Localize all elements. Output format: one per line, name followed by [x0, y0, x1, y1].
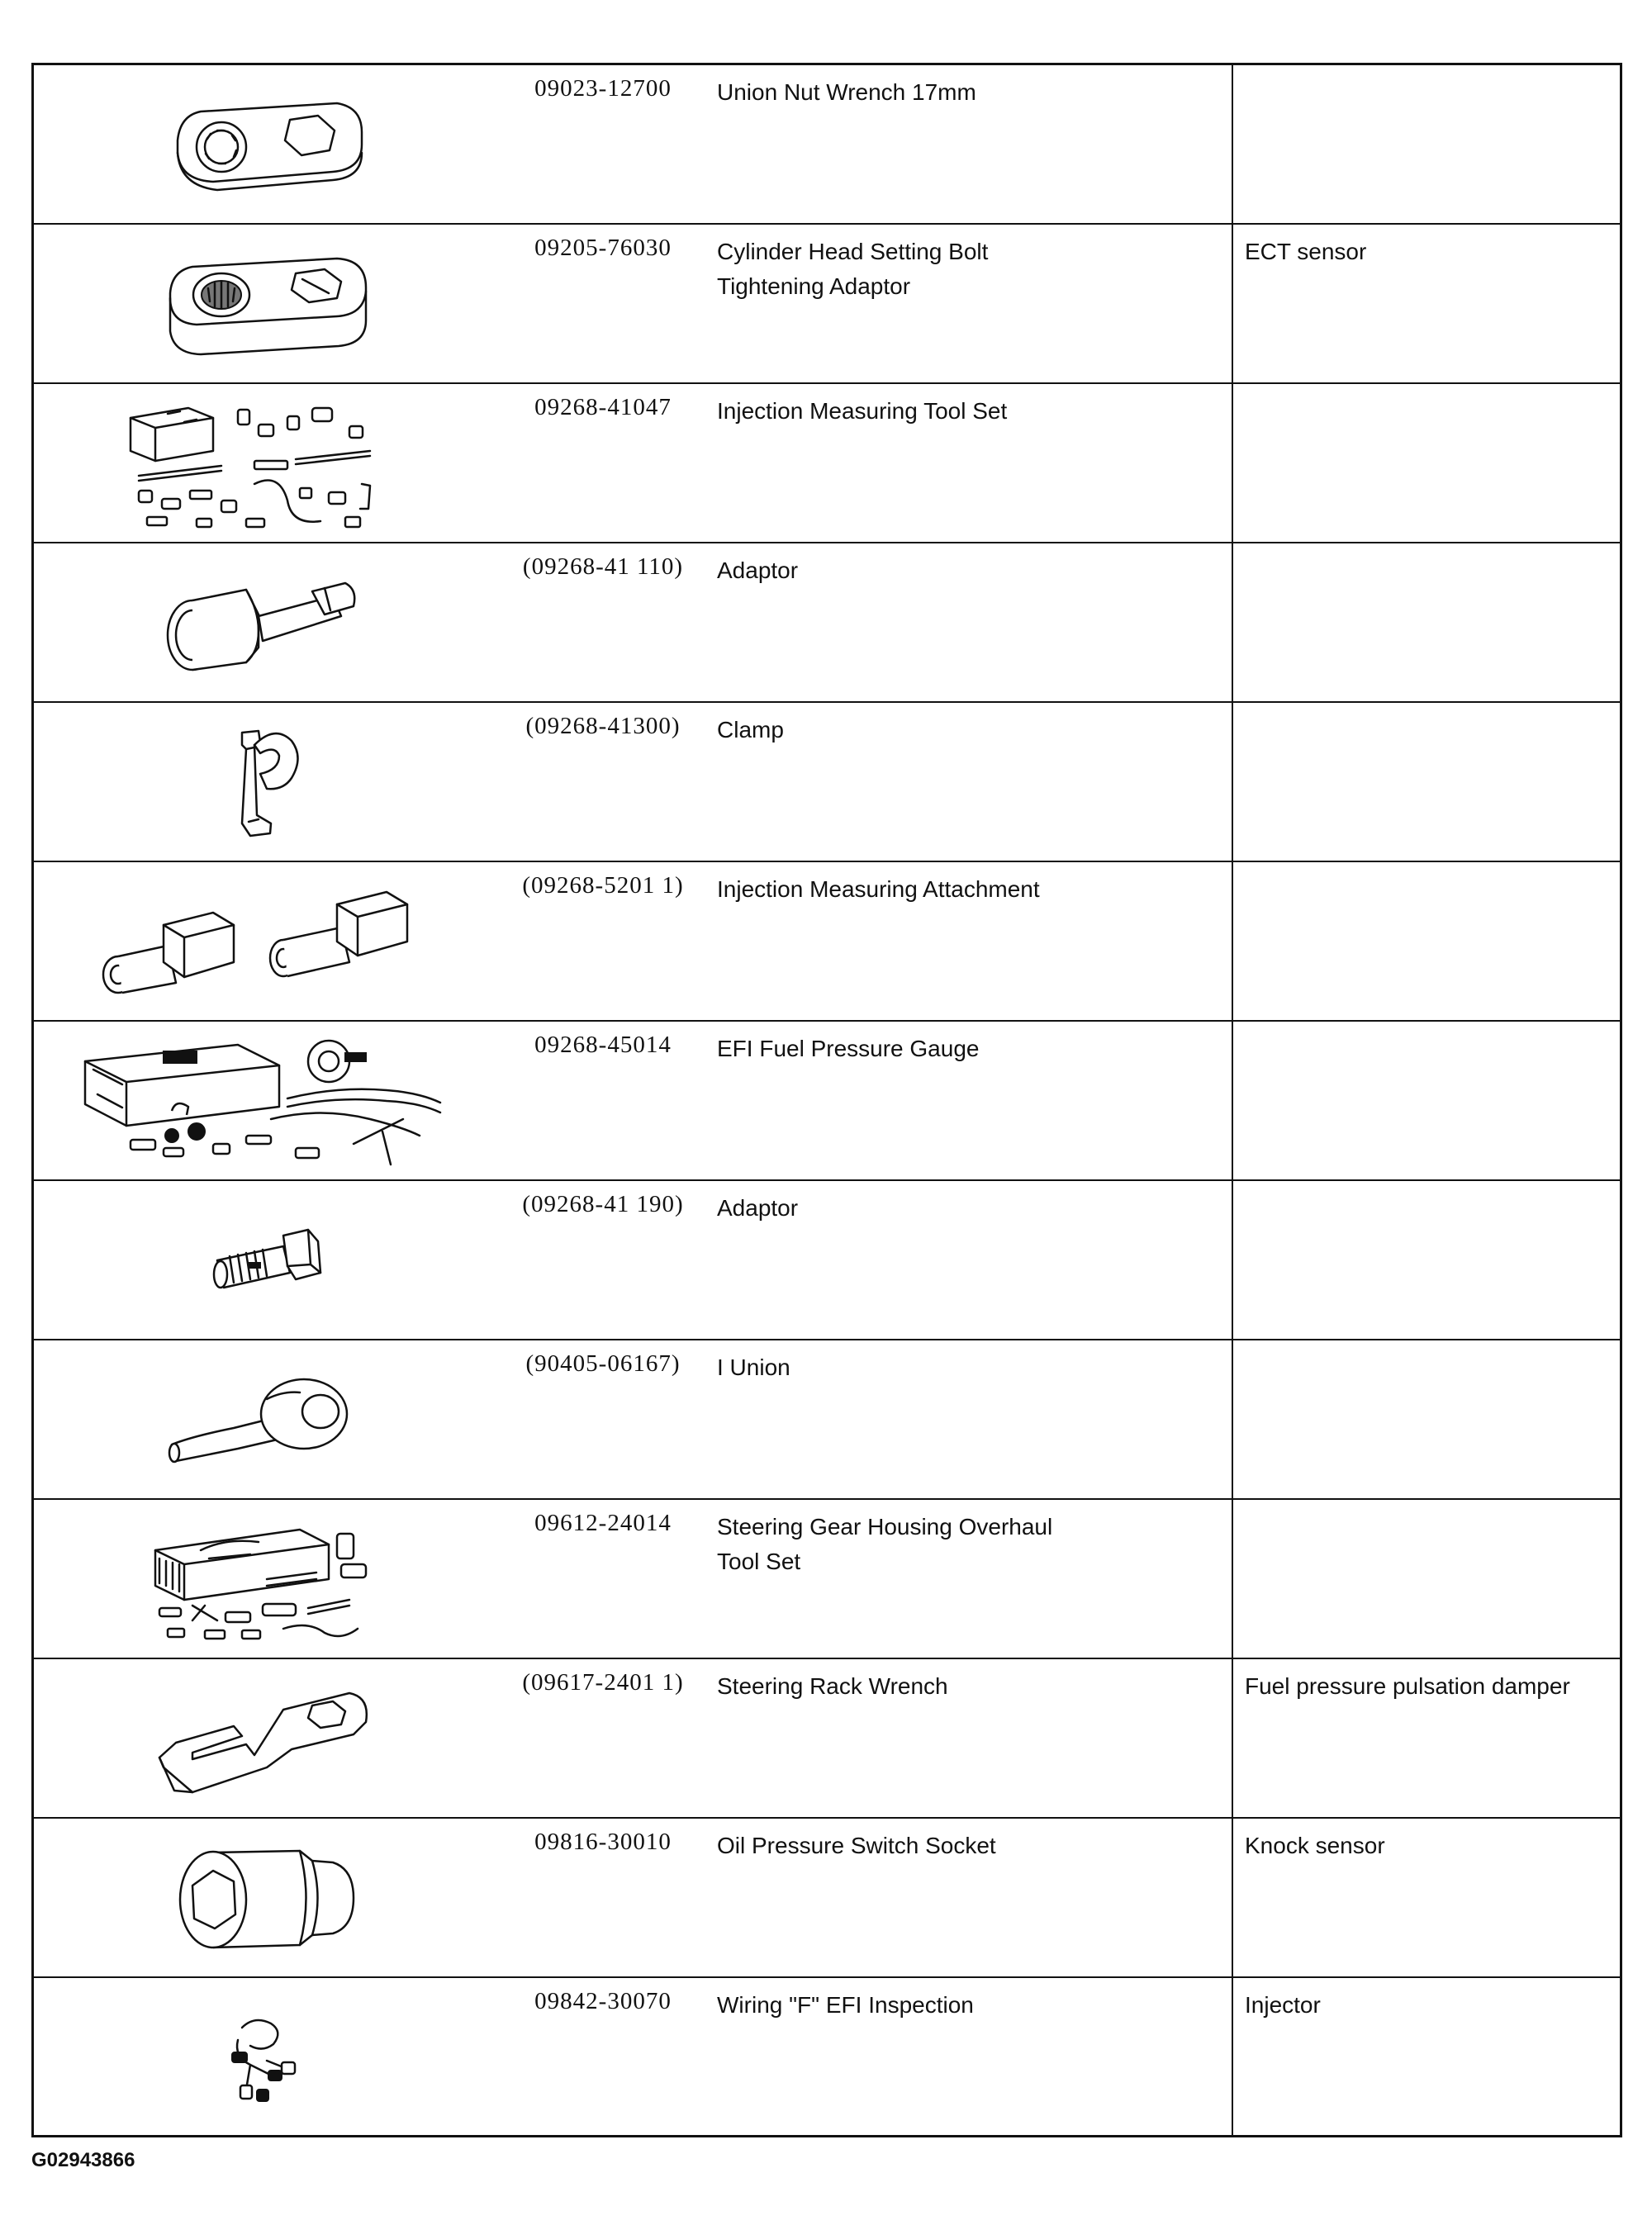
switch-socket-icon — [168, 1836, 366, 1960]
table-row — [34, 1022, 1620, 1181]
part-number: (09268-41 190) — [522, 1191, 684, 1217]
note-cell — [1232, 543, 1620, 701]
tool-name-cell — [707, 1659, 1232, 1817]
illustration-cell — [34, 1819, 499, 1976]
tool-name-cell — [707, 543, 1232, 701]
part-number: 09842-30070 — [534, 1988, 672, 2014]
illustration-cell — [34, 1181, 499, 1339]
part-number: (09268-5201 1) — [522, 872, 684, 899]
table-row — [34, 703, 1620, 862]
table-row — [34, 1181, 1620, 1340]
tool-name: Adaptor — [717, 557, 799, 583]
tool-name: EFI Fuel Pressure Gauge — [717, 1036, 980, 1061]
bolt-tightening-adaptor-icon — [155, 242, 378, 366]
illustration-cell — [34, 862, 499, 1020]
illustration-cell — [34, 1978, 499, 2135]
table-row — [34, 1978, 1620, 2135]
figure-id: G02943866 — [31, 2149, 135, 2171]
part-number: 09612-24014 — [534, 1510, 672, 1536]
illustration-cell — [34, 225, 499, 382]
fuel-pressure-gauge-kit-icon — [73, 1028, 461, 1173]
part-number: 09268-45014 — [534, 1032, 672, 1058]
tool-name-cell — [707, 225, 1232, 382]
table-row — [34, 543, 1620, 703]
note-cell — [1232, 384, 1620, 542]
part-number: (09617-2401 1) — [522, 1669, 684, 1696]
tool-name: Oil Pressure Switch Socket — [717, 1833, 996, 1858]
tool-note: Knock sensor — [1245, 1833, 1385, 1858]
tool-name-cell — [707, 1978, 1232, 2135]
illustration-cell — [34, 543, 499, 701]
table-row — [34, 1500, 1620, 1659]
tool-name: I Union — [717, 1354, 790, 1380]
tool-note: Fuel pressure pulsation damper — [1245, 1673, 1570, 1699]
note-cell — [1232, 862, 1620, 1020]
tool-name: Cylinder Head Setting Bolt Tightening Adaptor — [717, 239, 989, 299]
part-number: (09268-41 110) — [522, 553, 684, 580]
table-row — [34, 384, 1620, 543]
note-cell — [1232, 1340, 1620, 1498]
special-service-tools-table — [31, 63, 1622, 2137]
adaptor-icon — [147, 565, 387, 681]
tool-name: Union Nut Wrench 17mm — [717, 79, 976, 105]
illustration-cell — [34, 384, 499, 542]
union-nut-wrench-icon — [159, 83, 374, 206]
table-row — [34, 1340, 1620, 1500]
inspection-wiring-icon — [209, 2003, 325, 2110]
note-cell — [1232, 1659, 1620, 1817]
tool-name-cell — [707, 1819, 1232, 1976]
note-cell — [1232, 1978, 1620, 2135]
note-cell — [1232, 1819, 1620, 1976]
table-row — [34, 1659, 1620, 1819]
note-cell — [1232, 1181, 1620, 1339]
illustration-cell — [34, 1340, 499, 1498]
illustration-cell — [34, 1022, 499, 1179]
note-cell — [1232, 65, 1620, 223]
tool-name-cell — [707, 1500, 1232, 1658]
tool-name: Injection Measuring Tool Set — [717, 398, 1008, 424]
tool-name: Wiring "F" EFI Inspection — [717, 1992, 974, 2018]
tool-name-cell — [707, 1022, 1232, 1179]
illustration-cell — [34, 703, 499, 861]
part-number: 09023-12700 — [534, 75, 672, 102]
note-cell — [1232, 225, 1620, 382]
tool-note: ECT sensor — [1245, 239, 1367, 264]
part-number: (90405-06167) — [525, 1350, 681, 1377]
tool-name-cell — [707, 1340, 1232, 1498]
steering-tool-set-icon — [143, 1513, 391, 1645]
tool-note: Injector — [1245, 1992, 1321, 2018]
illustration-cell — [34, 65, 499, 223]
illustration-cell — [34, 1500, 499, 1658]
note-cell — [1232, 1022, 1620, 1179]
tool-name-cell — [707, 862, 1232, 1020]
note-cell — [1232, 703, 1620, 861]
clamp-icon — [209, 716, 325, 848]
tool-name: Steering Rack Wrench — [717, 1673, 948, 1699]
tool-name: Injection Measuring Attachment — [717, 876, 1040, 902]
part-number: 09268-41047 — [534, 394, 672, 420]
measuring-tool-set-icon — [122, 393, 411, 534]
union-fitting-icon — [159, 1366, 374, 1473]
bolt-adaptor-icon — [201, 1215, 333, 1306]
table-row — [34, 1819, 1620, 1978]
measuring-attachment-icon — [77, 880, 457, 1003]
part-number: 09816-30010 — [534, 1829, 672, 1855]
table-row — [34, 65, 1620, 225]
tool-name: Clamp — [717, 717, 784, 742]
tool-name: Adaptor — [717, 1195, 799, 1221]
note-cell — [1232, 1500, 1620, 1658]
tool-name: Steering Gear Housing Overhaul Tool Set — [717, 1514, 1053, 1574]
illustration-cell — [34, 1659, 499, 1817]
part-number: (09268-41300) — [525, 713, 681, 739]
rack-wrench-icon — [143, 1677, 391, 1800]
tool-name-cell — [707, 384, 1232, 542]
table-row — [34, 862, 1620, 1022]
tool-name-cell — [707, 703, 1232, 861]
tool-name-cell — [707, 1181, 1232, 1339]
table-row — [34, 225, 1620, 384]
part-number: 09205-76030 — [534, 235, 672, 261]
tool-name-cell — [707, 65, 1232, 223]
